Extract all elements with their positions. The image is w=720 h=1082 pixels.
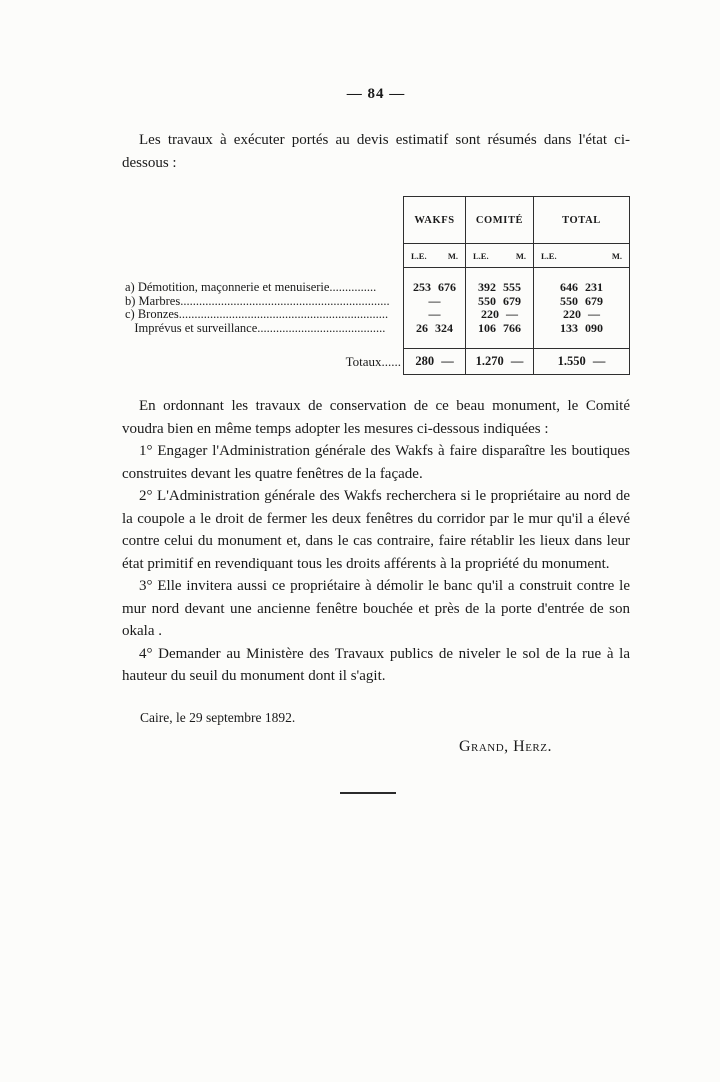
row-label: a) Démotition, maçonnerie et menuiserie............... [125,281,377,294]
totals-row [122,348,630,375]
cell-value: 106 766 [478,320,521,335]
cell-value: 550 679 [478,293,521,308]
body-paragraph-5: 4° Demander au Ministère des Travaux publics de niveler le sol de la rue à la hauteur du seuil du monument dont il s'agit. [122,645,630,684]
unit-label-le: L.E. [473,250,489,261]
row-label: b) Marbres................................................................... [125,294,390,308]
body-paragraph-3: 2° L'Administration générale des Wakfs recherchera si le propriétaire au nord de la coupole a le droit de fermer les deux fenêtres du corridor par le mur qu'il a élevé contre celui du monument et, dans le cas contraire, faire rétablir les lieux dans leur état primitif en revendiquant tous les droits afférents à la propriété du monument. [122,488,630,572]
totals-comite: 1.270 — [465,348,533,375]
body-paragraph-4: 3° Elle invitera aussi ce propriétaire à démolir le banc qu'il a construit contre le mur nord devant une ancienne fenêtre bouchée et près de la porte d'entrée de son okala . [122,578,630,639]
cell-value: 26 324 [416,320,453,335]
date-line: Caire, le 29 septembre 1892. [140,709,296,725]
unit-label-le: L.E. [541,250,557,261]
units-cell-wakfs [403,244,465,268]
page-number: — 84 — [346,86,406,102]
cell-value: — [428,293,441,308]
table-units-spacer [122,244,403,268]
wakfs-column [403,268,465,348]
row-label: Imprévus et surveillance......................................... [125,321,386,335]
row-label: c) Bronzes................................................................... [125,308,389,321]
totals-label: Totaux...... [345,353,401,369]
body-paragraph-1: En ordonnant les travaux de conservation de ce beau monument, le Comité voudra bien en même temps adopter les mesures ci-dessous indiquées : [122,398,630,437]
table-header-row [122,196,630,244]
cell-value: 392 555 [478,280,521,294]
cell-value: 220 — [563,307,600,321]
unit-label-le: L.E. [411,250,427,261]
units-cell-comite [465,244,533,268]
cell-value: — [428,307,441,321]
body-paragraph-2: 1° Engager l'Administration générale des Wakfs à faire disparaître les boutiques construites devant les quatre fenêtres de la façade. [122,443,630,482]
intro-paragraph: Les travaux à exécuter portés au devis estimatif sont résumés dans l'état ci-dessous : [122,132,630,171]
cell-value: 646 231 [560,280,603,294]
table-header-comite: COMITÉ [465,196,533,244]
unit-label-m: M. [515,250,526,261]
table-header-total: TOTAL [533,196,630,244]
table-header-spacer [122,196,403,244]
signature: Grand, Herz. [458,737,552,755]
body-text [122,395,630,688]
cell-value: 253 676 [413,280,456,294]
cell-value: 550 679 [560,293,603,308]
estimate-table [122,196,630,375]
table-header-wakfs: WAKFS [403,196,465,244]
table-data-rows [122,268,630,348]
row-labels-column [122,268,403,348]
totals-wakfs: 280 — [403,348,465,375]
end-rule [340,792,396,794]
units-cell-total [533,244,630,268]
unit-label-m: M. [447,250,458,261]
unit-label-m: M. [611,250,622,261]
comite-column [465,268,533,348]
total-column [533,268,630,348]
cell-value: 133 090 [560,320,603,335]
totals-total: 1.550 — [533,348,630,375]
cell-value: 220 — [481,307,518,321]
table-units-row [122,244,630,268]
